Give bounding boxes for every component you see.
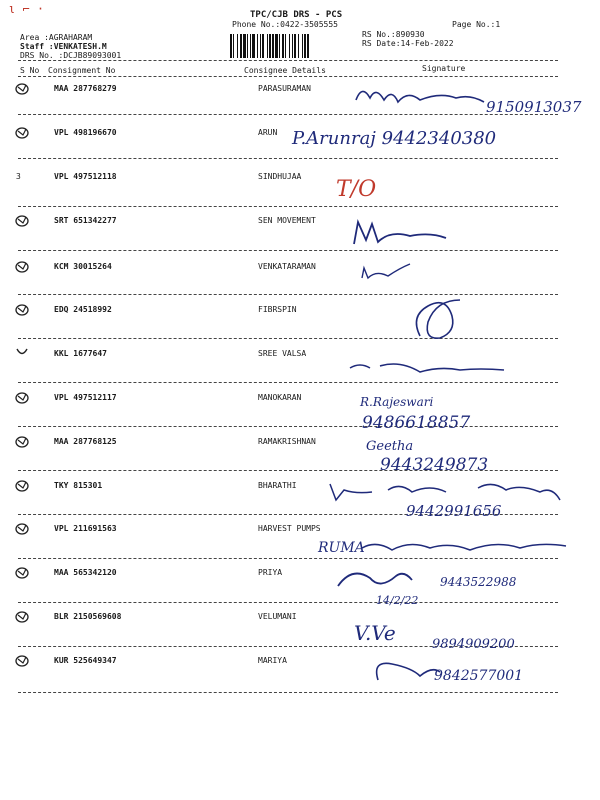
consignee-name: VELUMANI <box>258 612 297 621</box>
handwritten-phone: 9443522988 <box>440 575 517 589</box>
consignment-number: KKL 1677647 <box>54 349 107 358</box>
signature-scribble <box>338 574 412 587</box>
handwritten-phone: 9443249873 <box>380 455 489 475</box>
consignment-number: BLR 2150569608 <box>54 612 122 621</box>
consignment-number: EDQ 24518992 <box>54 305 112 314</box>
consignee-name: HARVEST PUMPS <box>258 524 321 533</box>
column-header-signature: Signature <box>422 64 466 73</box>
signature-scribble <box>330 484 560 500</box>
consignee-name: RAMAKRISHNAN <box>258 437 316 446</box>
consignee-name: VENKATARAMAN <box>258 262 316 271</box>
handwritten-name: RUMA <box>318 540 365 556</box>
signature-scribble <box>356 91 484 102</box>
rs-number: RS No.:890930 <box>362 30 425 39</box>
handwritten-phone: 9150913037 <box>486 98 582 116</box>
consignment-number: MAA 287768279 <box>54 84 117 93</box>
column-header-consignment: Consignment No <box>48 66 116 75</box>
consignee-name: SEN MOVEMENT <box>258 216 316 225</box>
consignment-number: MAA 287768125 <box>54 437 117 446</box>
rs-date: RS Date:14-Feb-2022 <box>362 39 454 48</box>
serial-number: 3 <box>16 172 21 181</box>
consignment-number: KCM 30015264 <box>54 262 112 271</box>
consignee-name: ARUN <box>258 128 278 137</box>
handwritten-phone: 9486618857 <box>362 413 471 433</box>
handwritten-phone: 9894909200 <box>432 637 515 652</box>
column-header-sno: S No <box>20 66 40 75</box>
drs-number: DRS No. :DCJB89093001 <box>20 51 122 60</box>
consignee-name: MANOKARAN <box>258 393 302 402</box>
signature-scribble <box>377 663 440 680</box>
consignee-name: MARIYA <box>258 656 287 665</box>
handwritten-mark: T/O <box>336 177 377 202</box>
consignee-name: SREE VALSA <box>258 349 307 358</box>
signature-scribble <box>354 222 446 244</box>
phone-number: Phone No.:0422-3505555 <box>232 20 338 29</box>
document-title: TPC/CJB DRS - PCS <box>250 10 343 20</box>
column-header-consignee: Consignee Details <box>244 66 326 75</box>
consignee-name: PARASURAMAN <box>258 84 311 93</box>
consignee-name: BHARATHI <box>258 481 297 490</box>
consignment-number: KUR 525649347 <box>54 656 117 665</box>
consignment-number: VPL 497512118 <box>54 172 117 181</box>
consignment-number: MAA 565342120 <box>54 568 117 577</box>
handwritten-signature: P.Arunraj 9442340380 <box>292 128 497 149</box>
signature-scribble <box>416 300 460 338</box>
consignment-number: VPL 498196670 <box>54 128 117 137</box>
staff-label: Staff :VENKATESH.M <box>20 42 107 51</box>
handwritten-name: V.Ve <box>354 621 396 645</box>
handwritten-name: R.Rajeswari <box>360 395 434 409</box>
consignment-number: VPL 497512117 <box>54 393 117 402</box>
handwritten-phone: 9442991656 <box>406 502 502 520</box>
handwritten-name: Geetha <box>366 439 414 454</box>
signature-scribble <box>362 264 410 278</box>
consignment-number: VPL 211691563 <box>54 524 117 533</box>
area-label: Area :AGRAHARAM <box>20 33 93 42</box>
consignment-number: TKY 815301 <box>54 481 103 490</box>
consignee-name: PRIYA <box>258 568 283 577</box>
stray-mark: ι ⌐ · <box>8 2 45 16</box>
signature-scribble <box>362 544 566 550</box>
consignee-name: FIBRSPIN <box>258 305 297 314</box>
signature-scribble <box>350 364 504 372</box>
page-number: Page No.:1 <box>452 20 501 29</box>
consignee-name: SINDHUJAA <box>258 172 302 181</box>
consignment-number: SRT 651342277 <box>54 216 117 225</box>
handwritten-phone: 9842577001 <box>434 668 524 684</box>
handwritten-date: 14/2/22 <box>376 594 419 607</box>
